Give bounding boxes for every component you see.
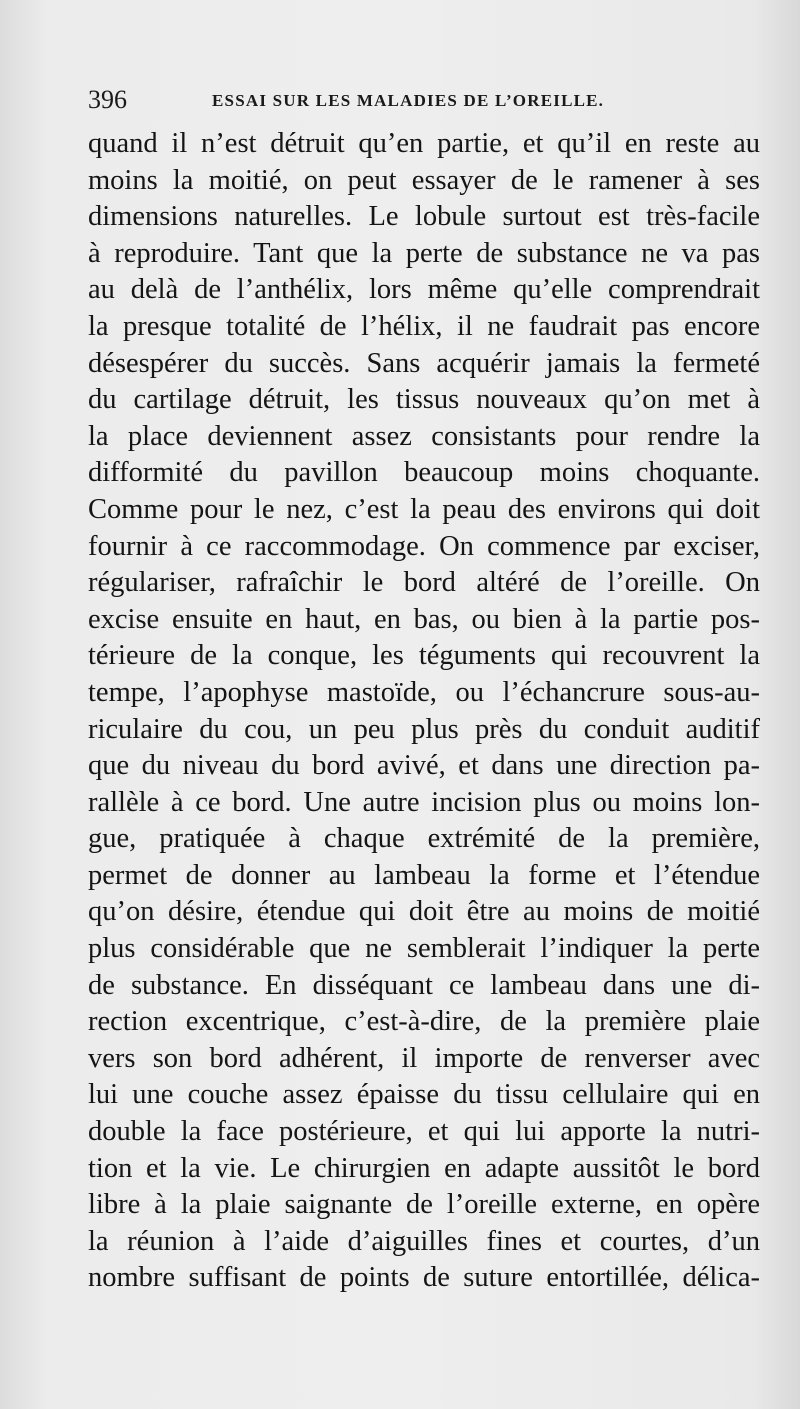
- text-line: du cartilage détruit, les tissus nouveaux qu’on met à: [88, 384, 760, 416]
- text-line: désespérer du succès. Sans acquérir jamais la fermeté: [88, 347, 760, 379]
- text-line: lui une couche assez épaisse du tissu cellulaire qui en: [88, 1079, 760, 1111]
- text-line: de substance. En disséquant ce lambeau dans une di-: [88, 969, 760, 1001]
- text-line: térieure de la conque, les téguments qui recouvrent la: [88, 640, 760, 672]
- text-line: tion et la vie. Le chirurgien en adapte aussitôt le bord: [88, 1152, 760, 1184]
- text-line: rallèle à ce bord. Une autre incision plus ou moins lon-: [88, 786, 760, 818]
- text-line: au delà de l’anthélix, lors même qu’elle comprendrait: [88, 274, 760, 306]
- text-line: tempe, l’apophyse mastoïde, ou l’échancrure sous-au-: [88, 676, 760, 708]
- text-line: dimensions naturelles. Le lobule surtout est très-facile: [88, 201, 760, 233]
- page-number: 396: [88, 85, 127, 114]
- text-line: riculaire du cou, un peu plus près du conduit auditif: [88, 713, 760, 745]
- text-line: que du niveau du bord avivé, et dans une direction pa-: [88, 750, 760, 782]
- text-line: nombre suffisant de points de suture entortillée, délica-: [88, 1262, 760, 1294]
- text-line: régulariser, rafraîchir le bord altéré de l’oreille. On: [88, 567, 760, 599]
- text-line: rection excentrique, c’est-à-dire, de la première plaie: [88, 1006, 760, 1038]
- text-line: libre à la plaie saignante de l’oreille externe, en opère: [88, 1189, 760, 1221]
- page-header: [88, 84, 760, 120]
- text-line: vers son bord adhérent, il importe de renverser avec: [88, 1042, 760, 1074]
- text-line: qu’on désire, étendue qui doit être au moins de moitié: [88, 896, 760, 928]
- text-line: gue, pratiquée à chaque extrémité de la première,: [88, 823, 760, 855]
- text-line: à reproduire. Tant que la perte de substance ne va pas: [88, 237, 760, 269]
- text-line: Comme pour le nez, c’est la peau des environs qui doit: [88, 493, 760, 525]
- text-line: la réunion à l’aide d’aiguilles fines et courtes, d’un: [88, 1225, 760, 1257]
- text-line: la place deviennent assez consistants pour rendre la: [88, 420, 760, 452]
- text-line: permet de donner au lambeau la forme et l’étendue: [88, 859, 760, 891]
- running-title: ESSAI SUR LES MALADIES DE L’OREILLE.: [212, 91, 605, 110]
- text-line: quand il n’est détruit qu’en partie, et qu’il en reste au: [88, 128, 760, 159]
- text-line: fournir à ce raccommodage. On commence par exciser,: [88, 530, 760, 562]
- text-line: moins la moitié, on peut essayer de le ramener à ses: [88, 164, 760, 196]
- text-line: la presque totalité de l’hélix, il ne faudrait pas encore: [88, 310, 760, 342]
- body-text: [88, 126, 760, 1297]
- text-line: double la face postérieure, et qui lui apporte la nutri-: [88, 1116, 760, 1148]
- text-line: excise ensuite en haut, en bas, ou bien à la partie pos-: [88, 603, 760, 635]
- text-line: plus considérable que ne semblerait l’indiquer la perte: [88, 933, 760, 965]
- text-line: difformité du pavillon beaucoup moins choquante.: [88, 457, 760, 489]
